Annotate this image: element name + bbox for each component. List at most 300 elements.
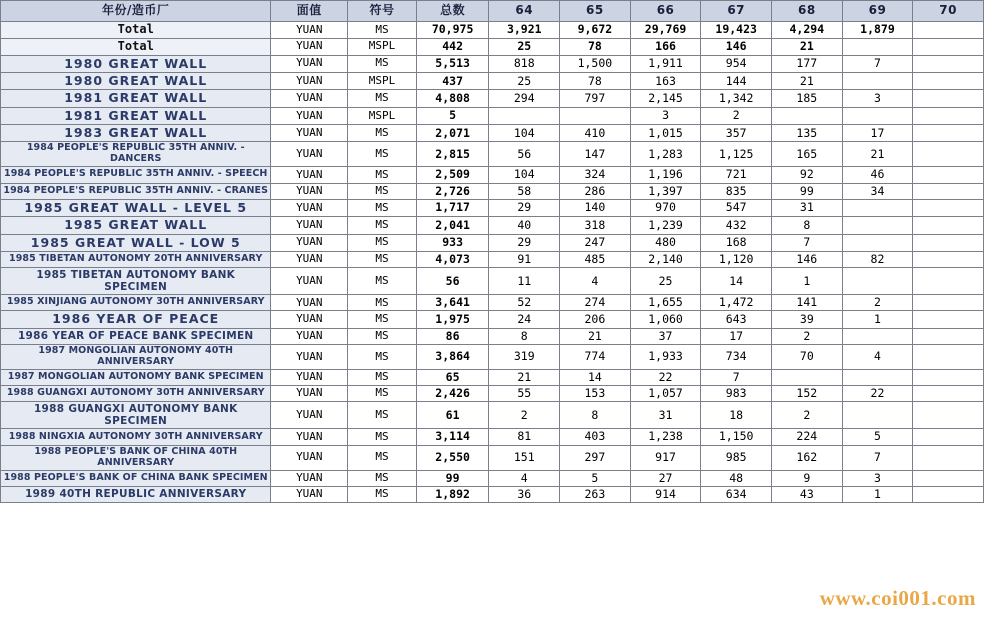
row-symbol: MS	[348, 22, 417, 39]
row-grade-count: 1,879	[842, 22, 913, 39]
table-row	[1, 55, 984, 72]
row-denomination: YUAN	[271, 142, 348, 167]
row-symbol: MS	[348, 486, 417, 502]
row-grade-count: 14	[560, 369, 631, 385]
row-label-text: 1986 YEAR OF PEACE	[52, 311, 220, 327]
row-grade-count: 294	[489, 90, 560, 107]
row-grade-count: 797	[560, 90, 631, 107]
row-total: 2,071	[416, 125, 489, 142]
row-grade-count: 4	[842, 345, 913, 370]
row-grade-count: 7	[772, 234, 843, 251]
row-grade-count: 22	[630, 369, 701, 385]
table-row	[1, 183, 984, 199]
row-grade-count: 1,397	[630, 183, 701, 199]
row-denomination: YUAN	[271, 90, 348, 107]
row-label	[1, 107, 271, 124]
row-grade-count: 2,145	[630, 90, 701, 107]
table-row	[1, 311, 984, 328]
row-grade-count: 8	[560, 402, 631, 429]
row-label	[1, 429, 271, 445]
row-symbol: MS	[348, 55, 417, 72]
table-row	[1, 470, 984, 486]
table-row	[1, 125, 984, 142]
row-symbol: MS	[348, 295, 417, 311]
row-grade-count: 5	[842, 429, 913, 445]
row-denomination: YUAN	[271, 72, 348, 89]
column-header-total: 总数	[416, 1, 489, 22]
row-grade-count: 144	[701, 72, 772, 89]
row-total: 2,041	[416, 217, 489, 234]
row-label-text: 1985 XINJIANG AUTONOMY 30TH ANNIVERSARY	[6, 296, 265, 308]
row-grade-count: 3	[842, 90, 913, 107]
row-grade-count: 163	[630, 72, 701, 89]
table-row	[1, 295, 984, 311]
row-grade-count	[913, 445, 984, 470]
row-grade-count: 40	[489, 217, 560, 234]
row-grade-count: 104	[489, 125, 560, 142]
row-grade-count: 547	[701, 199, 772, 216]
row-grade-count	[913, 470, 984, 486]
row-grade-count: 835	[701, 183, 772, 199]
row-total: 5	[416, 107, 489, 124]
row-label	[1, 369, 271, 385]
row-grade-count: 18	[701, 402, 772, 429]
row-grade-count	[842, 217, 913, 234]
row-grade-count	[842, 38, 913, 55]
row-grade-count: 2	[772, 402, 843, 429]
row-denomination: YUAN	[271, 369, 348, 385]
row-grade-count: 954	[701, 55, 772, 72]
row-grade-count: 247	[560, 234, 631, 251]
row-grade-count	[489, 107, 560, 124]
row-total: 5,513	[416, 55, 489, 72]
row-grade-count: 297	[560, 445, 631, 470]
row-grade-count: 2	[842, 295, 913, 311]
row-denomination: YUAN	[271, 167, 348, 183]
row-grade-count: 91	[489, 251, 560, 267]
row-grade-count: 31	[630, 402, 701, 429]
row-label-text: 1988 PEOPLE'S BANK OF CHINA 40TH ANNIVERSARY	[34, 445, 238, 468]
watermark: www.coi001.com	[819, 586, 976, 610]
row-grade-count: 140	[560, 199, 631, 216]
row-symbol: MS	[348, 234, 417, 251]
row-denomination: YUAN	[271, 328, 348, 344]
row-grade-count: 8	[772, 217, 843, 234]
row-grade-count: 43	[772, 486, 843, 502]
table-body	[1, 22, 984, 503]
table-header	[1, 1, 984, 22]
row-grade-count: 1,342	[701, 90, 772, 107]
row-grade-count: 27	[630, 470, 701, 486]
table-row	[1, 369, 984, 385]
row-grade-count	[913, 429, 984, 445]
row-symbol: MS	[348, 328, 417, 344]
row-label	[1, 445, 271, 470]
table-row	[1, 402, 984, 429]
row-grade-count: 1,472	[701, 295, 772, 311]
row-grade-count: 165	[772, 142, 843, 167]
row-grade-count: 8	[489, 328, 560, 344]
row-denomination: YUAN	[271, 345, 348, 370]
row-symbol: MS	[348, 345, 417, 370]
row-label-text: 1988 PEOPLE'S BANK OF CHINA BANK SPECIMEN	[3, 471, 268, 483]
row-total: 1,717	[416, 199, 489, 216]
row-total: 1,892	[416, 486, 489, 502]
row-label	[1, 470, 271, 486]
row-grade-count: 21	[489, 369, 560, 385]
row-grade-count: 36	[489, 486, 560, 502]
row-grade-count: 25	[489, 38, 560, 55]
row-grade-count	[842, 402, 913, 429]
table-row	[1, 386, 984, 402]
row-label-text: 1985 GREAT WALL	[64, 217, 208, 233]
table-row	[1, 199, 984, 216]
row-grade-count: 2	[489, 402, 560, 429]
row-grade-count: 168	[701, 234, 772, 251]
row-denomination: YUAN	[271, 217, 348, 234]
row-grade-count: 82	[842, 251, 913, 267]
row-grade-count	[560, 107, 631, 124]
row-grade-count: 99	[772, 183, 843, 199]
row-total: 933	[416, 234, 489, 251]
row-symbol: MS	[348, 470, 417, 486]
row-grade-count: 5	[560, 470, 631, 486]
row-grade-count: 153	[560, 386, 631, 402]
row-label-text: 1987 MONGOLIAN AUTONOMY BANK SPECIMEN	[7, 371, 264, 383]
table-row	[1, 22, 984, 39]
row-grade-count: 1,500	[560, 55, 631, 72]
row-grade-count: 1,655	[630, 295, 701, 311]
row-grade-count: 263	[560, 486, 631, 502]
row-label-text: 1988 GUANGXI AUTONOMY 30TH ANNIVERSARY	[6, 387, 265, 399]
row-label	[1, 295, 271, 311]
row-grade-count: 78	[560, 72, 631, 89]
row-grade-count: 78	[560, 38, 631, 55]
row-symbol: MS	[348, 199, 417, 216]
table-row	[1, 445, 984, 470]
row-label	[1, 217, 271, 234]
row-denomination: YUAN	[271, 199, 348, 216]
row-grade-count: 318	[560, 217, 631, 234]
row-grade-count	[842, 107, 913, 124]
row-symbol: MS	[348, 268, 417, 295]
row-label	[1, 311, 271, 328]
row-grade-count: 985	[701, 445, 772, 470]
table-row	[1, 486, 984, 502]
row-grade-count: 319	[489, 345, 560, 370]
row-total: 2,426	[416, 386, 489, 402]
row-symbol: MS	[348, 369, 417, 385]
row-label	[1, 90, 271, 107]
row-grade-count	[913, 38, 984, 55]
row-grade-count	[913, 311, 984, 328]
row-total: 61	[416, 402, 489, 429]
row-label-text: 1984 PEOPLE'S REPUBLIC 35TH ANNIV. - DANCERS	[26, 142, 245, 165]
row-grade-count: 643	[701, 311, 772, 328]
row-grade-count: 1,283	[630, 142, 701, 167]
row-grade-count: 286	[560, 183, 631, 199]
row-grade-count	[913, 183, 984, 199]
row-grade-count	[842, 369, 913, 385]
row-label	[1, 328, 271, 344]
row-grade-count: 25	[489, 72, 560, 89]
row-label	[1, 386, 271, 402]
row-grade-count	[913, 251, 984, 267]
row-grade-count: 324	[560, 167, 631, 183]
row-grade-count: 914	[630, 486, 701, 502]
row-label	[1, 55, 271, 72]
row-grade-count	[913, 199, 984, 216]
row-grade-count	[913, 295, 984, 311]
row-denomination: YUAN	[271, 38, 348, 55]
row-denomination: YUAN	[271, 268, 348, 295]
row-label-text: 1985 TIBETAN AUTONOMY 20TH ANNIVERSARY	[9, 253, 263, 265]
row-grade-count: 19,423	[701, 22, 772, 39]
row-label-text: 1985 GREAT WALL - LOW 5	[30, 234, 241, 250]
row-grade-count: 721	[701, 167, 772, 183]
row-grade-count: 7	[701, 369, 772, 385]
table-row	[1, 268, 984, 295]
row-grade-count: 1	[842, 311, 913, 328]
row-grade-count: 3	[842, 470, 913, 486]
row-label-text: 1981 GREAT WALL	[64, 90, 208, 106]
row-grade-count: 152	[772, 386, 843, 402]
row-label-text: 1980 GREAT WALL	[64, 72, 208, 88]
row-grade-count: 1	[772, 268, 843, 295]
row-grade-count	[772, 369, 843, 385]
row-symbol: MSPL	[348, 38, 417, 55]
row-denomination: YUAN	[271, 295, 348, 311]
row-grade-count	[913, 402, 984, 429]
row-symbol: MS	[348, 445, 417, 470]
row-grade-count: 1,125	[701, 142, 772, 167]
row-grade-count	[842, 328, 913, 344]
row-grade-count: 1,150	[701, 429, 772, 445]
row-label	[1, 251, 271, 267]
row-grade-count: 21	[772, 72, 843, 89]
row-grade-count	[842, 268, 913, 295]
row-grade-count: 485	[560, 251, 631, 267]
row-denomination: YUAN	[271, 429, 348, 445]
row-denomination: YUAN	[271, 445, 348, 470]
row-grade-count	[913, 345, 984, 370]
row-grade-count: 81	[489, 429, 560, 445]
table-row	[1, 90, 984, 107]
row-total: 86	[416, 328, 489, 344]
header-row	[1, 1, 984, 22]
row-grade-count: 1	[842, 486, 913, 502]
row-grade-count: 17	[701, 328, 772, 344]
row-grade-count	[913, 107, 984, 124]
row-grade-count: 21	[560, 328, 631, 344]
row-grade-count: 37	[630, 328, 701, 344]
row-total: 2,550	[416, 445, 489, 470]
row-grade-count: 1,933	[630, 345, 701, 370]
row-label	[1, 125, 271, 142]
row-grade-count: 34	[842, 183, 913, 199]
row-symbol: MS	[348, 142, 417, 167]
row-label	[1, 72, 271, 89]
row-grade-count	[913, 234, 984, 251]
row-label-text: 1985 GREAT WALL - LEVEL 5	[24, 199, 248, 215]
row-grade-count: 52	[489, 295, 560, 311]
row-grade-count: 1,015	[630, 125, 701, 142]
table-row	[1, 217, 984, 234]
table-row	[1, 107, 984, 124]
row-symbol: MSPL	[348, 72, 417, 89]
table-row	[1, 429, 984, 445]
row-grade-count: 224	[772, 429, 843, 445]
row-grade-count	[913, 167, 984, 183]
row-total: 1,975	[416, 311, 489, 328]
row-grade-count: 29	[489, 234, 560, 251]
row-total: 70,975	[416, 22, 489, 39]
row-grade-count: 4,294	[772, 22, 843, 39]
row-symbol: MS	[348, 217, 417, 234]
row-grade-count: 774	[560, 345, 631, 370]
row-denomination: YUAN	[271, 251, 348, 267]
row-grade-count: 29,769	[630, 22, 701, 39]
table-row	[1, 167, 984, 183]
column-header-grade-66: 66	[630, 1, 701, 22]
row-grade-count: 634	[701, 486, 772, 502]
row-total: 4,073	[416, 251, 489, 267]
row-symbol: MS	[348, 386, 417, 402]
column-header-symbol: 符号	[348, 1, 417, 22]
row-grade-count: 141	[772, 295, 843, 311]
row-symbol: MS	[348, 90, 417, 107]
row-grade-count: 39	[772, 311, 843, 328]
row-grade-count: 146	[772, 251, 843, 267]
row-total: 2,509	[416, 167, 489, 183]
row-grade-count: 410	[560, 125, 631, 142]
column-header-grade-70: 70	[913, 1, 984, 22]
row-grade-count: 185	[772, 90, 843, 107]
row-symbol: MS	[348, 125, 417, 142]
column-header-grade-69: 69	[842, 1, 913, 22]
row-label-text: 1984 PEOPLE'S REPUBLIC 35TH ANNIV. - SPEECH	[3, 168, 268, 180]
row-grade-count: 46	[842, 167, 913, 183]
row-grade-count: 274	[560, 295, 631, 311]
table-row	[1, 234, 984, 251]
row-label-text: Total	[117, 38, 154, 53]
row-grade-count: 357	[701, 125, 772, 142]
row-grade-count: 70	[772, 345, 843, 370]
row-total: 99	[416, 470, 489, 486]
row-denomination: YUAN	[271, 311, 348, 328]
row-grade-count: 1,911	[630, 55, 701, 72]
row-grade-count	[913, 90, 984, 107]
column-header-grade-65: 65	[560, 1, 631, 22]
row-grade-count	[913, 268, 984, 295]
row-grade-count: 22	[842, 386, 913, 402]
row-grade-count: 1,057	[630, 386, 701, 402]
row-label	[1, 142, 271, 167]
row-grade-count: 9	[772, 470, 843, 486]
row-total: 65	[416, 369, 489, 385]
row-denomination: YUAN	[271, 234, 348, 251]
row-grade-count	[842, 199, 913, 216]
row-grade-count	[842, 234, 913, 251]
row-grade-count	[913, 369, 984, 385]
row-grade-count: 983	[701, 386, 772, 402]
row-label-text: Total	[117, 22, 154, 36]
row-grade-count: 21	[842, 142, 913, 167]
row-symbol: MSPL	[348, 107, 417, 124]
row-label	[1, 22, 271, 39]
column-header-grade-67: 67	[701, 1, 772, 22]
row-label	[1, 234, 271, 251]
row-grade-count: 3,921	[489, 22, 560, 39]
row-total: 442	[416, 38, 489, 55]
row-grade-count: 403	[560, 429, 631, 445]
row-grade-count: 166	[630, 38, 701, 55]
row-grade-count: 24	[489, 311, 560, 328]
row-label-text: 1988 NINGXIA AUTONOMY 30TH ANNIVERSARY	[8, 430, 263, 442]
row-label	[1, 402, 271, 429]
row-label	[1, 183, 271, 199]
row-symbol: MS	[348, 251, 417, 267]
row-grade-count: 2,140	[630, 251, 701, 267]
column-header-denomination: 面值	[271, 1, 348, 22]
row-grade-count: 104	[489, 167, 560, 183]
row-grade-count: 734	[701, 345, 772, 370]
table-row	[1, 72, 984, 89]
row-denomination: YUAN	[271, 470, 348, 486]
row-total: 3,864	[416, 345, 489, 370]
row-grade-count: 2	[701, 107, 772, 124]
row-denomination: YUAN	[271, 22, 348, 39]
row-denomination: YUAN	[271, 183, 348, 199]
row-denomination: YUAN	[271, 486, 348, 502]
row-grade-count: 9,672	[560, 22, 631, 39]
row-grade-count: 146	[701, 38, 772, 55]
row-grade-count: 31	[772, 199, 843, 216]
row-symbol: MS	[348, 167, 417, 183]
row-grade-count: 21	[772, 38, 843, 55]
row-total: 437	[416, 72, 489, 89]
row-label-text: 1983 GREAT WALL	[64, 125, 208, 141]
row-grade-count: 7	[842, 445, 913, 470]
row-grade-count: 14	[701, 268, 772, 295]
row-grade-count: 1,196	[630, 167, 701, 183]
row-denomination: YUAN	[271, 55, 348, 72]
row-grade-count: 970	[630, 199, 701, 216]
row-label-text: 1987 MONGOLIAN AUTONOMY 40TH ANNIVERSARY	[38, 345, 234, 367]
column-header-grade-64: 64	[489, 1, 560, 22]
row-grade-count: 4	[560, 268, 631, 295]
row-grade-count: 1,120	[701, 251, 772, 267]
row-grade-count	[913, 142, 984, 167]
row-label-text: 1985 TIBETAN AUTONOMY BANK SPECIMEN	[36, 269, 236, 294]
row-grade-count: 92	[772, 167, 843, 183]
table-row	[1, 345, 984, 370]
row-grade-count: 177	[772, 55, 843, 72]
column-header-grade-68: 68	[772, 1, 843, 22]
row-grade-count: 11	[489, 268, 560, 295]
row-grade-count	[913, 386, 984, 402]
row-grade-count: 56	[489, 142, 560, 167]
row-symbol: MS	[348, 402, 417, 429]
row-grade-count	[842, 72, 913, 89]
row-grade-count	[913, 217, 984, 234]
row-grade-count: 58	[489, 183, 560, 199]
table-row	[1, 38, 984, 55]
row-grade-count: 162	[772, 445, 843, 470]
row-grade-count	[913, 328, 984, 344]
row-grade-count: 25	[630, 268, 701, 295]
row-total: 2,726	[416, 183, 489, 199]
